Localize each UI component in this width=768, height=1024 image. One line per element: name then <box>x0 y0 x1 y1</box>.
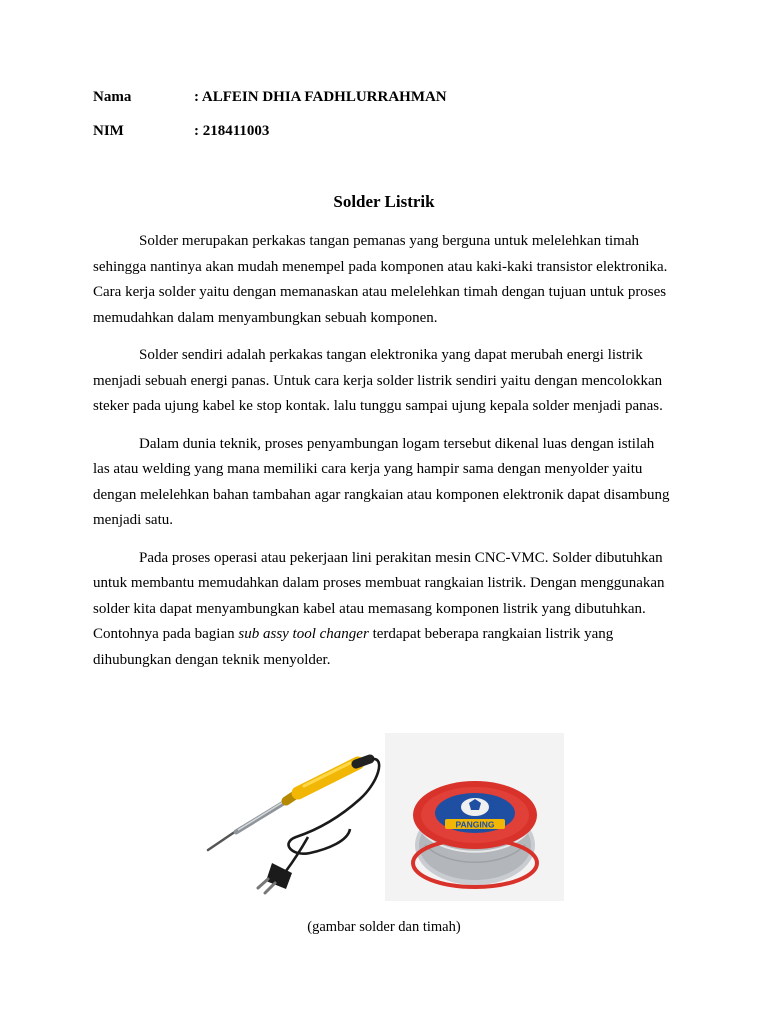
paragraph-4-text-start: Pada proses operasi atau pekerjaan lini perakitan mesin CNC-VMC. Solder dibutuhkan untuk membantu memudahkan dalam proses membuat rangkaian listrik. Dengan menggunakan solder kita dapat menyambungkan kabel atau memasang komponen listrik yang dibutuhkan. Contohnya pada bagian <box>93 549 665 642</box>
paragraph-1: Solder merupakan perkakas tangan pemanas yang berguna untuk melelehkan timah sehingga nantinya akan mudah menempel pada komponen atau kaki-kaki transistor elektronika. Cara kerja solder yaitu dengan memanaskan atau melelehkan timah dengan tujuan untuk proses memudahkan dalam menyambungkan sebuah komponen. <box>93 233 668 326</box>
paragraph-4-text-end: terdapat beberapa rangkaian listrik yang dihubungkan dengan teknik menyolder. <box>93 626 614 668</box>
paragraph-4 <box>93 546 673 674</box>
solder-wire-spool-image <box>385 733 564 901</box>
soldering-iron-image <box>200 733 390 901</box>
nama-label: Nama <box>93 89 132 105</box>
soldering-iron-icon <box>200 733 390 901</box>
nim-row <box>93 122 269 140</box>
nama-row <box>93 88 447 106</box>
paragraph-4-italic-term: sub assy tool changer <box>238 626 369 642</box>
body-text <box>93 229 673 685</box>
document-title: Solder Listrik <box>333 192 435 211</box>
nim-value: : 218411003 <box>194 123 270 139</box>
figure-caption: (gambar solder dan timah) <box>307 919 461 935</box>
nama-value: : ALFEIN DHIA FADHLURRAHMAN <box>194 89 447 105</box>
paragraph-2: Solder sendiri adalah perkakas tangan elektronika yang dapat merubah energi listrik menjadi sebuah energi panas. Untuk cara kerja solder listrik sendiri yaitu dengan mencolokkan steker pada ujung kabel ke stop kontak. lalu tunggu sampai ujung kepala solder menjadi panas. <box>93 347 663 414</box>
paragraph-3: Dalam dunia teknik, proses penyambungan logam tersebut dikenal luas dengan istilah las atau welding yang mana memiliki cara kerja yang hampir sama dengan menyolder yaitu dengan melelehkan bahan tambahan agar rangkaian atau komponen elektronik dapat disambung menjadi satu. <box>93 435 670 528</box>
solder-wire-spool-icon <box>385 733 564 901</box>
nim-label: NIM <box>93 123 124 139</box>
spool-brand-label: PANGING <box>455 819 495 830</box>
